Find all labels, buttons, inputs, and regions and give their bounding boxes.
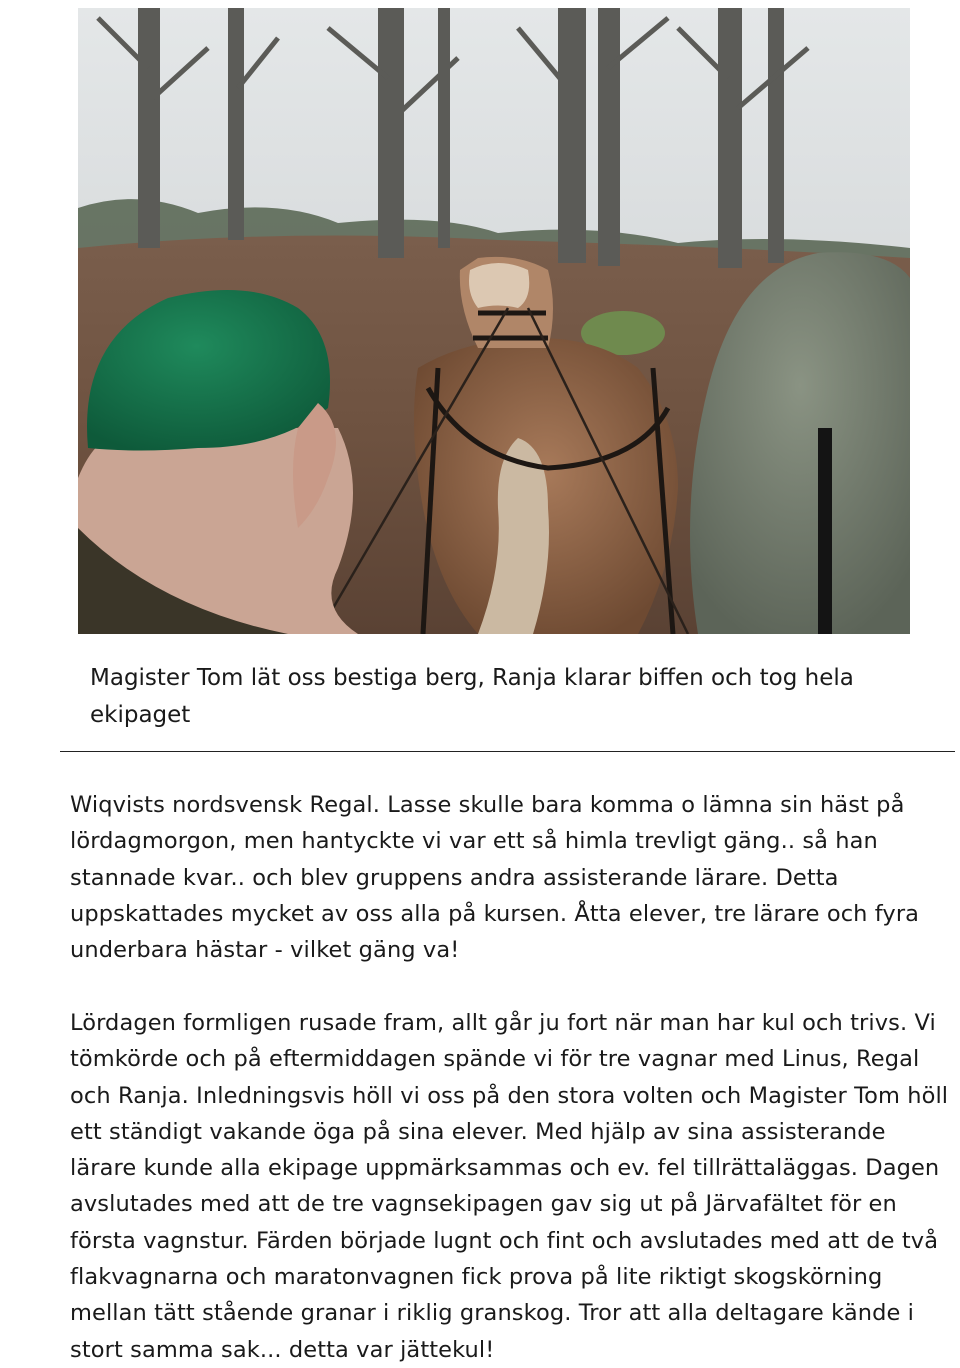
divider-line [60, 751, 955, 752]
paragraph-1: Wiqvists nordsvensk Regal. Lasse skulle bara komma o lämna sin häst på lördagmorgon, men hantyckte vi var ett så himla trevligt gäng.. så han stannade kvar.. och blev gruppens andra assisterande lärare. Detta uppskattades mycket av oss alla på kursen. Åtta elever, tre lärare och fyra underbara hästar - vilket gäng va! [70, 792, 920, 964]
horse-driving-photo [78, 8, 910, 634]
photo-horse-driving-forest-icon [78, 8, 910, 634]
photo-caption: Magister Tom lät oss bestiga berg, Ranja klarar biffen och tog hela ekipaget [90, 665, 854, 728]
paragraph-2: Lördagen formligen rusade fram, allt går ju fort när man har kul och trivs. Vi tömkörde och på eftermiddagen spände vi för tre vagnar med Linus, Regal och Ranja. Inledningsvis höll vi oss på den stora volten och Magister Tom höll ett ständigt vakande öga på sina elever. Med hjälp av sina assisterande lärare kunde alla ekipage uppmärksammas och ev. fel tillrättaläggas. Dagen avslutades med att de tre vagnsekipagen gav sig ut på Järvafältet för en första vagnstur. Färden började lugnt och fint och avslutades med att de två flakvagnarna och maratonvagnen fick prova på lite riktigt skogskörning mellan tätt stående granar i riklig granskog. Tror att alla deltagare kände i stort samma sak... detta var jättekul! [70, 1010, 949, 1363]
